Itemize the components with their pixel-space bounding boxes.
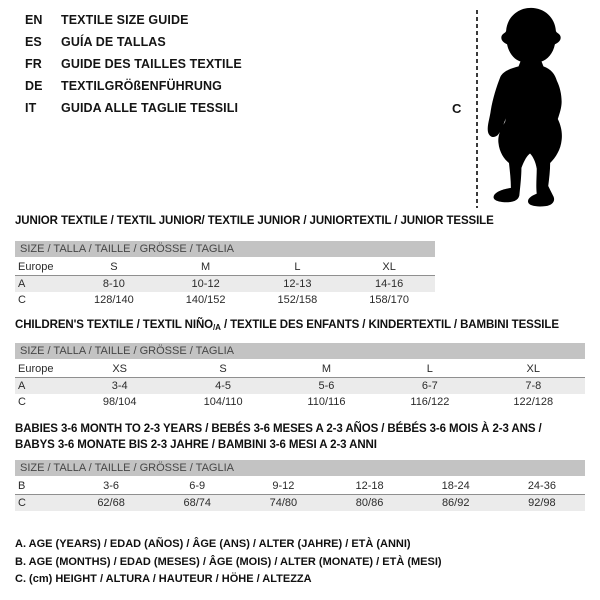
row-label: C (18, 497, 26, 509)
language-title: GUÍA DE TALLAS (61, 35, 166, 49)
language-row-it (25, 97, 242, 119)
table-row-age (15, 276, 435, 293)
table-cell: 6-9 (154, 478, 240, 495)
table-cell: L (378, 361, 481, 378)
table-cell: 24-36 (499, 478, 585, 495)
babies-size-table (15, 460, 585, 511)
table-cell: L (252, 259, 344, 276)
table-cell: 8-10 (102, 278, 125, 290)
table-cell: 12-18 (326, 478, 412, 495)
table-cell: XS (68, 361, 171, 378)
table-cell: 68/74 (183, 497, 211, 509)
table-cell: 7-8 (525, 380, 542, 392)
table-cell: 110/116 (307, 396, 346, 408)
table-cell: 10-12 (191, 278, 220, 290)
footnote-age-years: A. AGE (YEARS) / EDAD (AÑOS) / ÂGE (ANS) / ALTER (JAHRE) / ETÀ (ANNI) (15, 538, 411, 550)
language-code: ES (25, 35, 42, 49)
language-code: IT (25, 101, 37, 115)
language-row-fr (25, 53, 242, 75)
table-row-age (15, 378, 585, 395)
language-code: DE (25, 79, 43, 93)
height-marker-label: C (452, 101, 462, 116)
table-row-europe (15, 259, 435, 276)
size-header-bar: SIZE / TALLA / TAILLE / GRÖSSE / TAGLIA (15, 460, 585, 476)
babies-section-title (15, 421, 542, 453)
table-cell: 3-6 (68, 478, 154, 495)
footnotes (15, 536, 442, 589)
language-title: TEXTILE SIZE GUIDE (61, 13, 189, 27)
height-dashed-line (476, 10, 478, 208)
children-size-table (15, 343, 585, 410)
language-code: FR (25, 57, 42, 71)
footnote-height: C. (cm) HEIGHT / ALTURA / HAUTEUR / HÖHE / ALTEZZA (15, 573, 312, 585)
table-cell: 62/68 (97, 497, 125, 509)
table-row-height (15, 292, 435, 308)
junior-section-title: JUNIOR TEXTILE / TEXTIL JUNIOR/ TEXTILE JUNIOR / JUNIORTEXTIL / JUNIOR TESSILE (15, 215, 494, 227)
table-cell: 122/128 (513, 396, 554, 408)
table-cell: XL (482, 361, 585, 378)
language-header (25, 9, 242, 119)
table-cell: 98/104 (102, 396, 137, 408)
language-row-en (25, 9, 242, 31)
row-label: C (18, 294, 26, 306)
table-row-age-months (15, 478, 585, 495)
table-cell: 18-24 (413, 478, 499, 495)
row-label: A (18, 278, 26, 290)
table-cell: 158/170 (369, 294, 409, 306)
table-cell: 80/86 (355, 497, 384, 509)
table-cell: 152/158 (277, 294, 318, 306)
table-cell: M (275, 361, 378, 378)
row-label: A (18, 380, 26, 392)
table-cell: 12-13 (283, 278, 312, 290)
table-cell: 4-5 (215, 380, 232, 392)
table-cell: 3-4 (111, 380, 128, 392)
babies-title-line2: BABYS 3-6 MONATE BIS 2-3 JAHRE / BAMBINI 3-6 MESI A 2-3 ANNI (15, 439, 377, 451)
table-cell: 92/98 (528, 497, 556, 509)
table-row-height (15, 495, 585, 512)
footnote-age-months: B. AGE (MONTHS) / EDAD (MESES) / ÂGE (MOIS) / ALTER (MONATE) / ETÀ (MESI) (15, 555, 442, 568)
table-row-europe (15, 361, 585, 378)
table-cell: 9-12 (240, 478, 326, 495)
table-cell: 14-16 (375, 278, 404, 290)
table-cell: M (160, 259, 252, 276)
size-header-bar: SIZE / TALLA / TAILLE / GRÖSSE / TAGLIA (15, 241, 435, 257)
table-cell: 140/152 (185, 294, 226, 306)
row-label: C (18, 396, 26, 408)
row-label: Europe (15, 259, 68, 276)
language-title: TEXTILGRÖßENFÜHRUNG (61, 79, 222, 93)
children-title-prefix: CHILDREN'S TEXTILE / TEXTIL NIÑO (15, 319, 214, 331)
language-title: GUIDA ALLE TAGLIE TESSILI (61, 101, 239, 115)
language-row-de (25, 75, 242, 97)
children-section-title (15, 319, 559, 332)
table-cell: 74/80 (269, 497, 298, 509)
row-label: B (15, 478, 68, 495)
table-cell: S (171, 361, 274, 378)
children-title-suffix: / TEXTILE DES ENFANTS / KINDERTEXTIL / BAMBINI TESSILE (220, 319, 559, 331)
baby-silhouette-icon (483, 6, 579, 209)
table-cell: S (68, 259, 160, 276)
babies-title-line1: BABIES 3-6 MONTH TO 2-3 YEARS / BEBÉS 3-6 MESES A 2-3 AÑOS / BÉBÉS 3-6 MOIS À 2-3 ANS / (15, 423, 542, 435)
table-cell: 128/140 (93, 294, 134, 306)
table-row-height (15, 394, 585, 410)
table-cell: 116/122 (410, 396, 450, 408)
children-title-subscript: /A (213, 323, 221, 332)
size-header-bar: SIZE / TALLA / TAILLE / GRÖSSE / TAGLIA (15, 343, 585, 359)
row-label: Europe (15, 361, 68, 378)
language-title: GUIDE DES TAILLES TEXTILE (61, 57, 242, 71)
table-cell: 86/92 (441, 497, 470, 509)
table-cell: XL (343, 259, 435, 276)
language-row-es (25, 31, 242, 53)
junior-size-table (15, 241, 435, 308)
table-cell: 104/110 (203, 396, 243, 408)
table-cell: 6-7 (421, 380, 438, 392)
language-code: EN (25, 13, 43, 27)
table-cell: 5-6 (318, 380, 335, 392)
